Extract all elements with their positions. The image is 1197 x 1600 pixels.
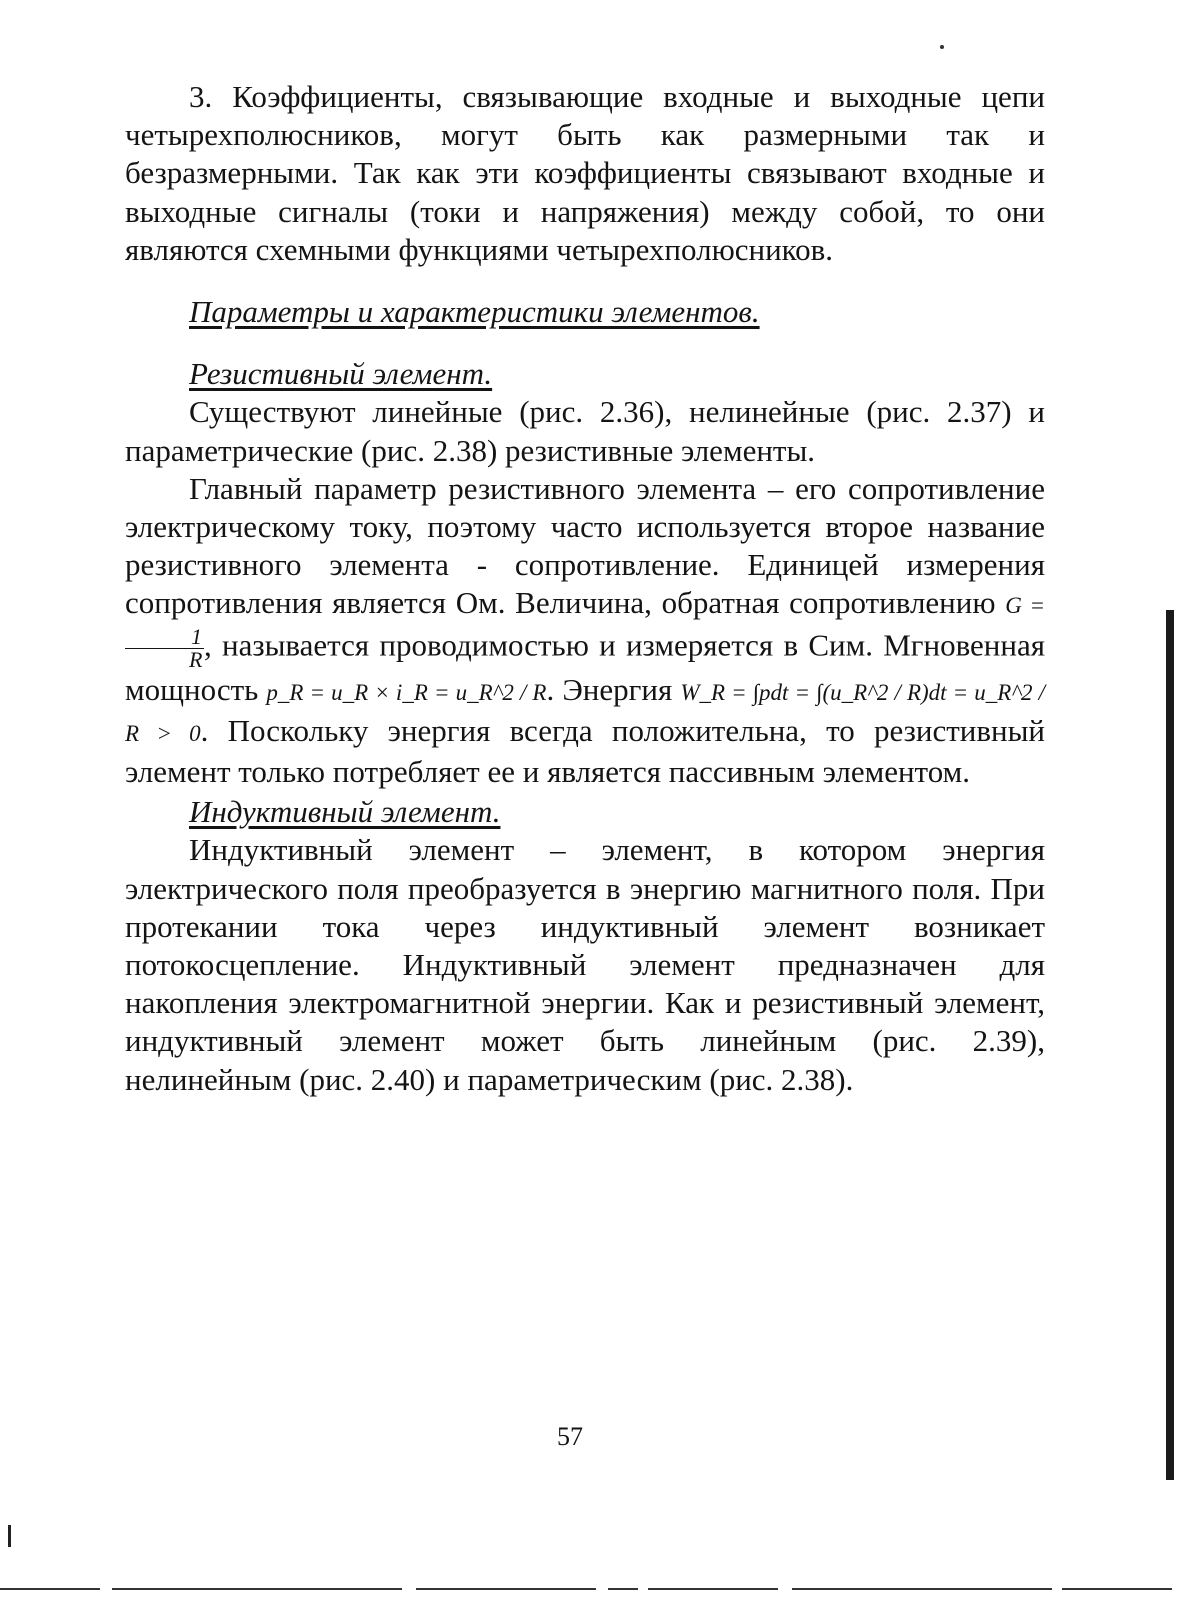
heading-resistive-element: Резистивный элемент. — [189, 356, 493, 392]
heading-inductive-element: Индуктивный элемент. — [189, 794, 501, 830]
scan-edge-bottom — [648, 1588, 778, 1590]
text-segment: , называется проводимостью и измеряется в Сим. Мгновенная мощность — [125, 627, 1045, 707]
fraction-numerator: 1 — [125, 626, 204, 649]
heading-parameters: Параметры и характеристики элементов. — [189, 294, 760, 330]
scan-edge-bottom — [0, 1588, 100, 1590]
scan-edge-bottom — [112, 1588, 402, 1590]
scan-edge-bottom — [416, 1588, 596, 1590]
text-segment: Главный параметр резистивного элемента – его сопротивление электрическому току, поэтому часто используется второе название резистивного элемента - сопротивление. Единицей измерения сопротивления является Ом. Величина, обратная сопротивлению — [125, 470, 1045, 621]
scan-mark-left — [8, 1525, 11, 1547]
scan-speck — [940, 45, 944, 49]
paragraph-coefficients: 3. Коэффициенты, связывающие входные и выходные цепи четырехполюсников, могут быть как размерными так и безразмерными. Так как эти коэффициенты связывают входные и выходные сигналы (токи и напряжения) между собой, то они являются схемными функциями четырехполюсников. — [125, 79, 1045, 267]
scan-edge-bottom — [608, 1588, 638, 1590]
paragraph-inductive: Индуктивный элемент – элемент, в котором энергия электрического поля преобразуется в энергию магнитного поля. При протекании тока через индуктивный элемент возникает потокосцепление. Индуктивный элемент предназначен для накопления электромагнитной энергии. Как и резистивный элемент, индуктивный элемент может быть линейным (рис. 2.39), нелинейным (рис. 2.40) и параметрическим (рис. 2.38). — [125, 832, 1045, 1097]
text-segment: . Энергия — [546, 671, 673, 707]
paragraph-resistive-main — [125, 470, 1045, 791]
formula-conductance: G = — [1005, 593, 1046, 619]
fraction-one-over-r — [125, 623, 204, 672]
fraction-denominator: R — [189, 646, 203, 672]
scan-edge-right — [1166, 610, 1174, 1480]
page-number: 57 — [557, 1422, 583, 1451]
paragraph-resistive-types: Существуют линейные (рис. 2.36), нелинейные (рис. 2.37) и параметрические (рис. 2.38) резистивные элементы. — [125, 394, 1045, 468]
formula-power: p_R = u_R × i_R = u_R^2 / R — [266, 679, 547, 705]
text-segment: . Поскольку энергия всегда положительна, то резистивный элемент только потребляет ее и является пассивным элементом. — [125, 712, 1045, 790]
page-content — [125, 78, 1045, 1099]
scan-edge-bottom — [792, 1588, 1052, 1590]
formula-energy: W_R = ∫pdt = ∫(u_R^2 / R)dt = u_R^2 / R > 0 — [125, 679, 1046, 746]
scan-edge-bottom — [1062, 1588, 1172, 1590]
